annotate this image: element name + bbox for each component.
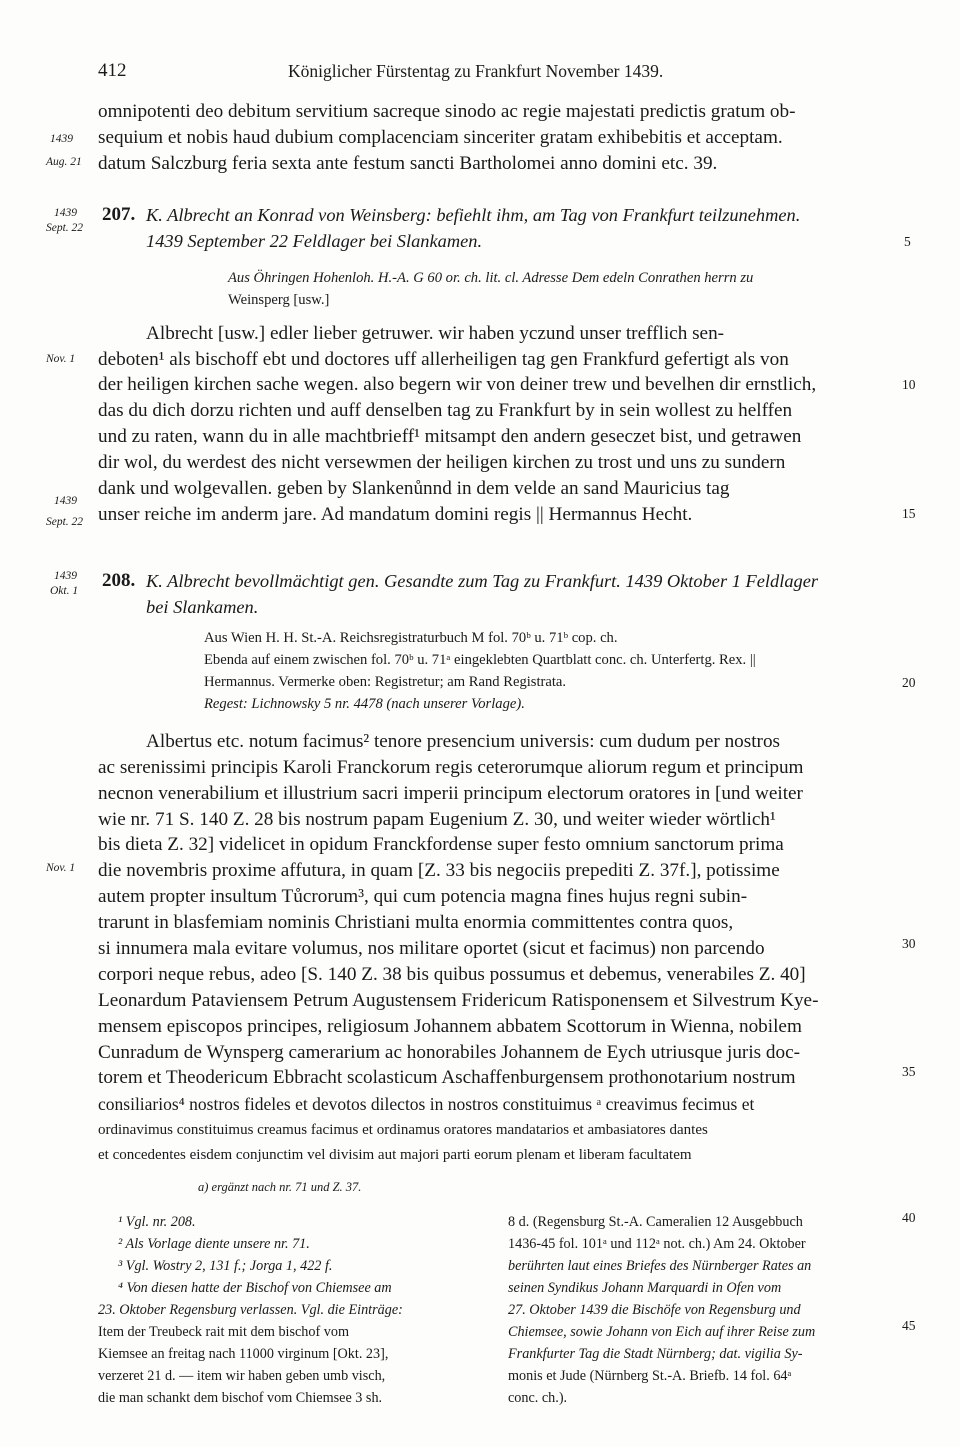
textcritical-note: a) ergänzt nach nr. 71 und Z. 37. (198, 1180, 362, 1194)
body-text-line: necnon venerabilium et illustrium sacri imperii principum electorum oratores in [und weiter (98, 783, 803, 804)
body-text-line: consiliarios⁴ nostros fideles et devotos dilectos in nostros constituimus ᵃ creavimus fecimus et (98, 1094, 755, 1114)
margin-date-day: Okt. 1 (50, 585, 79, 597)
footnote-line: ³ Vgl. Wostry 2, 131 f.; Jorga 1, 422 f. (118, 1258, 333, 1274)
body-text-line: Albrecht [usw.] edler lieber getruwer. wir haben yczund unser trefflich sen- (146, 323, 725, 344)
body-text-line: Cunradum de Wynsperg camerarium ac honorabiles Johannem de Eych utriusque juris doc- (98, 1042, 801, 1063)
footnote-line: 27. Oktober 1439 die Bischöfe von Regensburg und (508, 1302, 801, 1318)
body-text-line: bis dieta Z. 32] videlicet in opidum Franckfordense super festo omnium sanctorum prima (98, 834, 784, 855)
line-number: 20 (902, 675, 916, 690)
body-text-line: mensem episcopos principes, religiosum Johannem abbatem Scottorum in Wienna, nobilem (98, 1016, 802, 1037)
document-number: 208. (102, 570, 136, 591)
footnote-line: seinen Syndikus Johann Marquardi in Ofen vom (508, 1280, 782, 1296)
page-number: 412 (98, 60, 127, 81)
body-text-line: autem propter insultum Tůcrorum³, qui cum potencia magna fines hujus regni subin- (98, 886, 748, 907)
footnote-line: Kiemsee an freitag nach 11000 virginum [Okt. 23], (98, 1346, 389, 1362)
footnote-line: ⁴ Von diesen hatte der Bischof von Chiemsee am (118, 1280, 392, 1296)
regest-line: 1439 September 22 Feldlager bei Slankamen. (146, 231, 483, 251)
footnote-line: berührten laut eines Briefes des Nürnberger Rates an (508, 1258, 812, 1274)
footnote-line: die man schankt dem bischof vom Chiemsee 3 sh. (98, 1390, 383, 1406)
footnote-line: verzeret 21 d. — item wir haben geben umb visch, (98, 1368, 386, 1384)
line-number: 15 (902, 506, 916, 521)
line-number: 5 (904, 234, 911, 249)
body-text-line: trarunt in blasfemiam nominis Christiani multa enormia committentes contra quos, (98, 912, 734, 933)
body-text-line: wie nr. 71 S. 140 Z. 28 bis nostrum papam Eugenium Z. 30, und weiter wieder wörtlich¹ (98, 809, 776, 830)
document-number: 207. (102, 204, 136, 225)
margin-date-day: Aug. 21 (46, 156, 82, 168)
source-line: Ebenda auf einem zwischen fol. 70ᵇ u. 71ᵃ eingeklebten Quartblatt conc. ch. Unterfertg. Rex. || (204, 652, 756, 668)
footnote-line: 1436-45 fol. 101ᵃ und 112ᵃ not. ch.) Am 24. Oktober (508, 1236, 806, 1252)
line-number: 35 (902, 1064, 916, 1079)
margin-date-year: 1439 (50, 133, 73, 145)
margin-date-day: Sept. 22 (46, 516, 84, 528)
body-text-line: deboten¹ als bischoff ebt und doctores uff allerheiligen tag gen Frankfurd gefertigt als von (98, 349, 789, 370)
body-text-line: dir wol, du werdest des nicht versewmen der heiligen kirchen zu trost und uns zu sundern (98, 452, 786, 473)
margin-date-year: 1439 (54, 207, 77, 219)
body-text-line: si innumera mala evitare volumus, nos militare oportet (sicut et facimus) non parcendo (98, 938, 765, 959)
body-text-line: datum Salczburg feria sexta ante festum sancti Bartholomei anno domini etc. 39. (98, 153, 718, 174)
body-text-line: ordinavimus constituimus creamus facimus et ordinamus oratores mandatarios et ambasiatores dantes (98, 1122, 708, 1138)
margin-date-day: Sept. 22 (46, 222, 84, 234)
body-text-line: die novembris proxime affutura, in quam [Z. 33 bis negociis prepediti Z. 37f.], potissime (98, 860, 780, 881)
source-line: Aus Wien H. H. St.-A. Reichsregistraturbuch M fol. 70ᵇ u. 71ᵇ cop. ch. (204, 630, 618, 646)
footnote-line: 23. Oktober Regensburg verlassen. Vgl. die Einträge: (98, 1302, 403, 1318)
footnote-line: monis et Jude (Nürnberg St.-A. Briefb. 14 fol. 64ᵃ (508, 1368, 792, 1384)
body-text-line: omnipotenti deo debitum servitium sacreque sinodo ac regie majestati predictis gratum ob- (98, 101, 796, 122)
body-text-line: und zu raten, wann du in alle machtbrieff¹ mitsampt den andern geseczet bist, und getrawen (98, 426, 802, 447)
regest-line: K. Albrecht bevollmächtigt gen. Gesandte zum Tag zu Frankfurt. 1439 Oktober 1 Feldlager (146, 571, 819, 591)
footnote-line: Frankfurter Tag die Stadt Nürnberg; dat. vigilia Sy- (508, 1346, 803, 1362)
footnote-line: Chiemsee, sowie Johann von Eich auf ihrer Reise zum (508, 1324, 816, 1340)
margin-date: Nov. 1 (46, 862, 76, 874)
regest-line: K. Albrecht an Konrad von Weinsberg: befiehlt ihm, am Tag von Frankfurt teilzunehmen. (146, 205, 801, 225)
margin-date-year: 1439 (54, 570, 77, 582)
footnote-line: ¹ Vgl. nr. 208. (118, 1214, 196, 1230)
footnote-line: 8 d. (Regensburg St.-A. Cameralien 12 Ausgebbuch (508, 1214, 803, 1230)
body-text-line: ac serenissimi principis Karoli Franckorum regis ceterorumque aliorum regum et principum (98, 757, 804, 778)
source-line: Regest: Lichnowsky 5 nr. 4478 (nach unserer Vorlage). (204, 696, 525, 712)
footnote-line: Item der Treubeck rait mit dem bischof vom (98, 1324, 349, 1340)
running-title: Königlicher Fürstentag zu Frankfurt November 1439. (288, 61, 664, 81)
source-line: Weinsperg [usw.] (228, 292, 330, 308)
margin-date-year: 1439 (54, 495, 77, 507)
source-line: Hermannus. Vermerke oben: Registretur; am Rand Registrata. (204, 674, 567, 690)
footnote-line: ² Als Vorlage diente unsere nr. 71. (118, 1236, 310, 1252)
margin-date: Nov. 1 (46, 353, 76, 365)
line-number: 45 (902, 1318, 916, 1333)
line-number: 40 (902, 1210, 916, 1225)
body-text-line: Albertus etc. notum facimus² tenore presencium universis: cum dudum per nostros (146, 731, 781, 752)
line-number: 30 (902, 936, 916, 951)
footnote-line: conc. ch.). (508, 1390, 568, 1406)
body-text-line: das du dich dorzu richten und auff denselben tag zu Frankfurt by in sein wollest zu helffen (98, 400, 793, 421)
body-text-line: corpori neque rebus, adeo [S. 140 Z. 38 bis quibus possumus et debemus, venerabiles Z. 40] (98, 964, 806, 985)
body-text-line: et concedentes eisdem conjunctim vel divisim aut majori parti eorum plenam et liberam facultatem (98, 1147, 692, 1163)
source-line (228, 270, 753, 287)
body-text-line: sequium et nobis haud dubium complacenciam sinceriter gratam exhibebitis et acceptam. (98, 127, 783, 148)
body-text-line: unser reiche im anderm jare. Ad mandatum domini regis || Hermannus Hecht. (98, 504, 693, 525)
body-text-line: der heiligen kirchen sache wegen. also begern wir von deiner trew und bevelhen dir ernstlich, (98, 374, 817, 395)
body-text-line: Leonardum Pataviensem Petrum Augustensem Fridericum Ratisponensem et Silvestrum Kye- (98, 990, 819, 1011)
body-text-line: torem et Theodericum Ebbracht scolasticum Aschaffenburgensem prothonotarium nostrum (98, 1067, 796, 1088)
body-text-line: dank und wolgevallen. geben by Slankenůnnd in dem velde an sand Mauricius tag (98, 478, 730, 499)
line-number: 10 (902, 377, 916, 392)
regest-line: bei Slankamen. (146, 597, 259, 617)
source-text: Aus Öhringen Hohenloh. H.-A. G 60 or. ch. lit. cl. Adresse Dem edeln Conrathen herrn zu (228, 270, 754, 286)
